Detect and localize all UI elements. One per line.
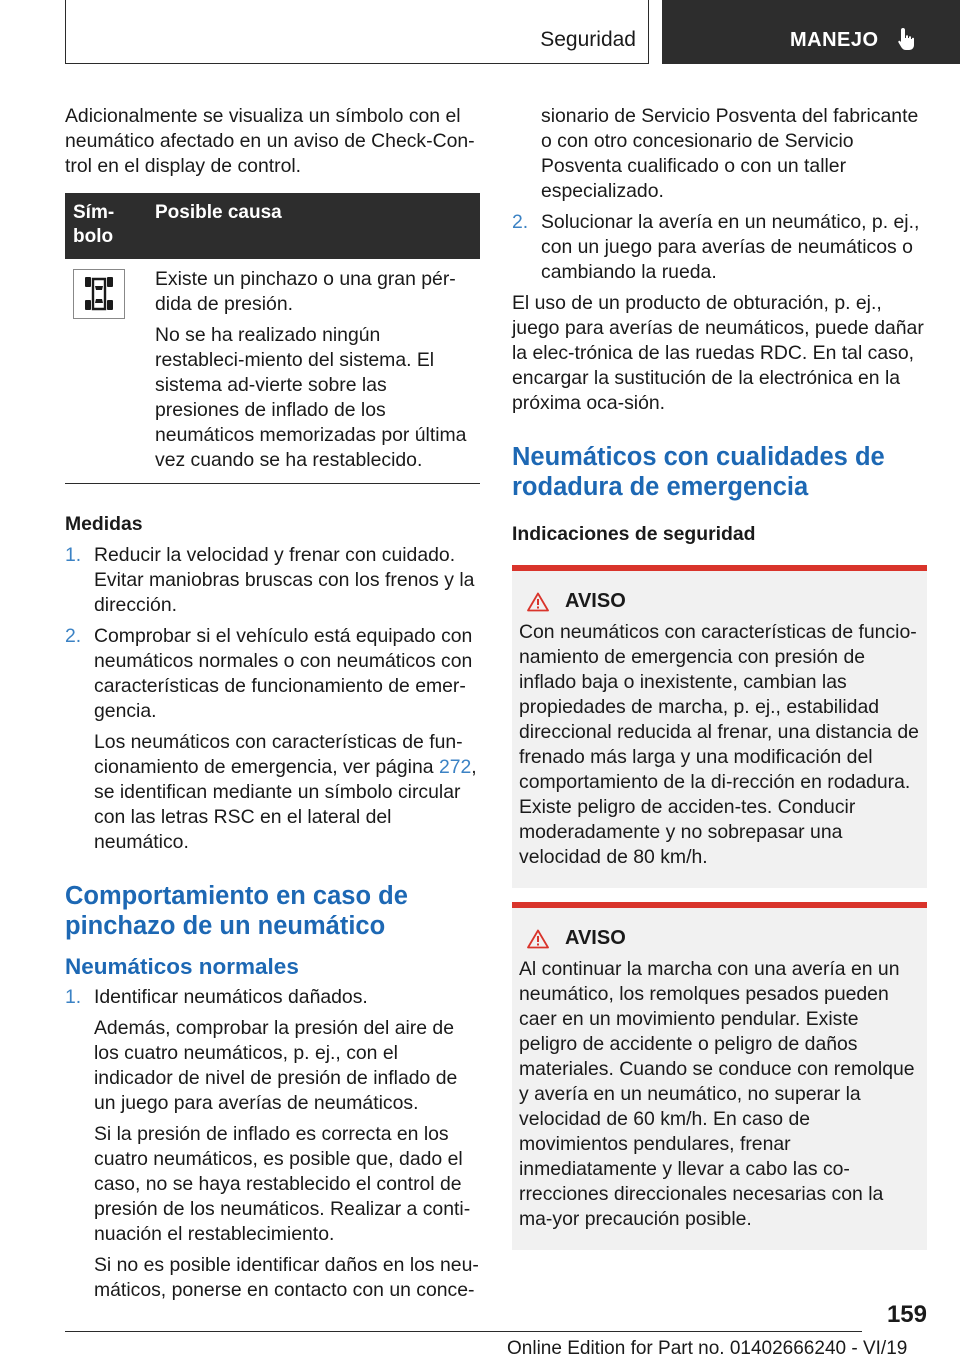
warning-title: AVISO (519, 589, 920, 614)
table-header-cause: Posible causa (147, 193, 480, 259)
header-chapter-tab (662, 0, 960, 64)
intro-paragraph: Adicionalmente se visualiza un símbolo con el neumático afectado en un aviso de Check-Con-trol en el display de control. (65, 105, 475, 177)
cause-2: No se ha realizado ningún restableci-miento del sistema. El sistema ad-vierte sobre las presiones de inflado de los neumáticos memorizadas por última vez cuando se ha restablecido. (155, 324, 467, 471)
table-cell-symbol (65, 259, 147, 484)
right-column (512, 104, 927, 1250)
section-heading-flat-tire: Comportamiento en caso de pinchazo de un neumático (65, 882, 408, 940)
measures-heading: Medidas (65, 513, 143, 535)
table-row (65, 259, 480, 484)
footer-edition: Online Edition for Part no. 01402666240 - VI/19 (507, 1338, 908, 1359)
header-section-box (65, 0, 649, 64)
warning-box (512, 565, 927, 888)
list-number: 2. (512, 211, 529, 233)
warning-box (512, 902, 927, 1250)
measures-list (65, 543, 480, 855)
list-item (512, 210, 927, 285)
list-para: Si la presión de inflado es correcta en los cuatro neumáticos, es posible que, dado el caso, no se haya restablecido el control de presión de los neumáticos. Realizar a conti-nuación el restablecimiento. (94, 1123, 471, 1245)
chapter-title: MANEJO (790, 29, 879, 51)
table-cell-cause (147, 259, 480, 484)
list-number: 1. (65, 986, 82, 1008)
warning-text: Con neumáticos con características de funcio-namiento de emergencia con presión de inflado baja o inexistente, cambian las propiedades de marcha, p. ej., estabilidad direccional reducida al frenar, una distancia de frenado más larga y una modificación del comportamiento de la di-rección en rodadura. Existe peligro de acciden-tes. Conducir moderadamente y no sobrepasar una velocidad de 80 km/h. (519, 621, 919, 868)
footer-divider (65, 1331, 862, 1332)
list-number: 1. (65, 544, 82, 566)
section-heading-run-flat: Neumáticos con cualidades de rodadura de emergencia (512, 443, 885, 501)
section-title: Seguridad (540, 28, 636, 51)
warning-triangle-icon (527, 929, 549, 949)
sealant-paragraph: El uso de un producto de obturación, p. ej., juego para averías de neumáticos, puede dañar la elec-trónica de las ruedas RDC. En tal caso, encargar la sustitución de la electrónica en la próxima oca-sión. (512, 292, 924, 414)
table-header-row (65, 193, 480, 259)
subsection-heading-normal-tires: Neumáticos normales (65, 954, 299, 979)
list-continuation: sionario de Servicio Posventa del fabricante o con otro concesionario de Servicio Posventa cualificado o con un taller especializado. (541, 105, 919, 202)
list-item (65, 985, 480, 1303)
warning-text: Al continuar la marcha con una avería en un neumático, los remolques pesados pueden caer en un movimiento pendular. Existe peligro de accidente o peligro de daños materiales. Cuando se conduce con remolque y avería en un neumático, no superar la velocidad de 60 km/h. En caso de movimientos pendulares, frenar inmediatamente y llevar a cabo las co-rrecciones direccionales necesarias con la ma-yor precaución posible. (519, 958, 915, 1230)
list-number: 2. (65, 625, 82, 647)
steps-list-continued (512, 104, 927, 285)
list-para: Si no es posible identificar daños en los neu-máticos, ponerse en contacto con un conce- (94, 1254, 479, 1301)
list-extra: Los neumáticos con características de fun-cionamiento de emergencia, ver página 272, se identifican mediante un símbolo circular con las letras RSC en el lateral del neumático. (94, 731, 477, 853)
car-flat-tire-icon (73, 269, 125, 319)
symbol-cause-table (65, 193, 480, 484)
page-link[interactable]: 272 (438, 756, 472, 778)
warning-triangle-icon (527, 592, 549, 612)
list-text: Identificar neumáticos dañados. (94, 986, 368, 1008)
page-number: 159 (886, 1301, 927, 1328)
left-column (65, 104, 480, 1309)
list-text: Comprobar si el vehículo está equipado con neumáticos normales o con neumáticos con características de funcionamiento de emer-gencia. (94, 625, 473, 722)
safety-heading: Indicaciones de seguridad (512, 523, 756, 545)
list-text: Solucionar la avería en un neumático, p. ej., con un juego para averías de neumáticos o cambiando la rueda. (541, 211, 920, 283)
warning-title: AVISO (519, 926, 920, 951)
table-header-symbol: Sím-bolo (65, 193, 147, 259)
list-item (65, 543, 480, 618)
list-item (65, 624, 480, 855)
cause-1: Existe un pinchazo o una gran pér-dida de presión. (155, 268, 456, 315)
list-item (512, 104, 927, 204)
pointing-hand-icon (895, 26, 921, 52)
list-para: Además, comprobar la presión del aire de los cuatro neumáticos, p. ej., con el indicador de nivel de presión de inflado de un juego para averías de neumáticos. (94, 1017, 458, 1114)
steps-list (65, 985, 480, 1303)
list-text: Reducir la velocidad y frenar con cuidado. Evitar maniobras bruscas con los frenos y la dirección. (94, 544, 475, 616)
